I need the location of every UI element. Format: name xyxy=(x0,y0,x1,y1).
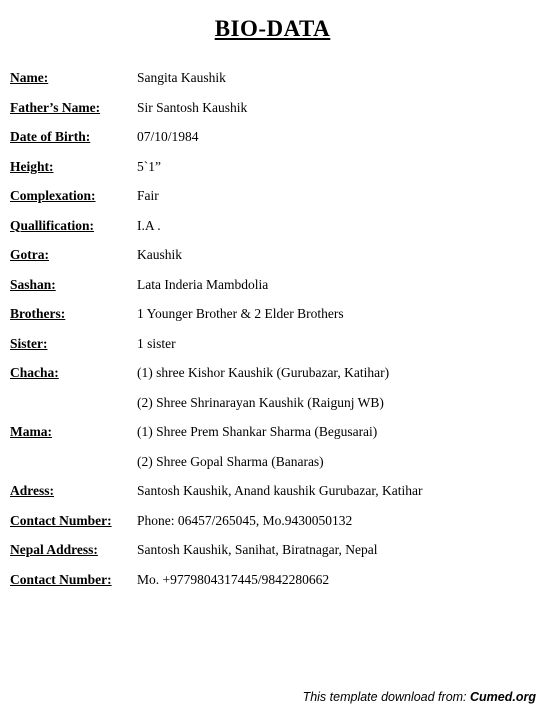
row-address xyxy=(10,483,540,513)
footer-prefix: This template download from: xyxy=(302,690,471,704)
value-date-of-birth: 07/10/1984 xyxy=(137,129,199,144)
row-height xyxy=(10,159,540,189)
label-mama: Mama: xyxy=(10,424,52,439)
row-gotra xyxy=(10,247,540,277)
row-nepal-contact-number xyxy=(10,572,540,602)
row-sashan xyxy=(10,277,540,307)
label-address: Adress: xyxy=(10,483,55,498)
row-fathers-name xyxy=(10,100,540,130)
row-mama-1 xyxy=(10,424,540,454)
label-contact-number: Contact Number: xyxy=(10,512,112,528)
value-mama-2: (2) Shree Gopal Sharma (Banaras) xyxy=(137,453,324,469)
value-mama-1: (1) Shree Prem Shankar Sharma (Begusarai) xyxy=(137,424,378,439)
row-chacha-2 xyxy=(10,395,540,425)
label-date-of-birth: Date of Birth: xyxy=(10,129,91,144)
label-nepal-address: Nepal Address: xyxy=(10,542,98,557)
value-chacha-2: (2) Shree Shrinarayan Kaushik (Raigunj WB) xyxy=(137,394,384,410)
label-sister: Sister: xyxy=(10,335,48,351)
label-qualification: Quallification: xyxy=(10,217,94,233)
label-brothers: Brothers: xyxy=(10,306,66,321)
row-name xyxy=(10,70,540,100)
value-sashan: Lata Inderia Mambdolia xyxy=(137,276,269,292)
row-complexation xyxy=(10,188,540,218)
label-fathers-name: Father’s Name: xyxy=(10,99,101,115)
label-height: Height: xyxy=(10,158,54,174)
value-gotra: Kaushik xyxy=(137,247,182,262)
label-gotra: Gotra: xyxy=(10,247,49,262)
page-title: BIO-DATA xyxy=(214,16,331,41)
biodata-rows xyxy=(10,70,540,601)
value-height: 5`1” xyxy=(137,158,161,174)
row-mama-2 xyxy=(10,454,540,484)
value-contact-number: Phone: 06457/265045, Mo.9430050132 xyxy=(137,512,353,528)
label-complexation: Complexation: xyxy=(10,188,96,203)
value-nepal-contact-number: Mo. +9779804317445/9842280662 xyxy=(137,571,330,587)
footer-credit xyxy=(0,690,536,704)
row-chacha-1 xyxy=(10,365,540,395)
value-sister: 1 sister xyxy=(137,335,176,351)
value-brothers: 1 Younger Brother & 2 Elder Brothers xyxy=(137,306,344,321)
footer-site-link[interactable]: Cumed.org xyxy=(470,690,536,704)
value-name: Sangita Kaushik xyxy=(137,70,226,85)
row-date-of-birth xyxy=(10,129,540,159)
row-qualification xyxy=(10,218,540,248)
label-name: Name: xyxy=(10,70,49,85)
value-nepal-address: Santosh Kaushik, Sanihat, Biratnagar, Nepal xyxy=(137,542,378,557)
label-nepal-contact-number: Contact Number: xyxy=(10,571,112,587)
row-contact-number xyxy=(10,513,540,543)
value-qualification: I.A . xyxy=(137,217,161,233)
row-brothers xyxy=(10,306,540,336)
label-chacha: Chacha: xyxy=(10,365,59,380)
value-complexation: Fair xyxy=(137,188,159,203)
label-sashan: Sashan: xyxy=(10,276,56,292)
value-address: Santosh Kaushik, Anand kaushik Gurubazar, Katihar xyxy=(137,483,423,498)
value-chacha-1: (1) shree Kishor Kaushik (Gurubazar, Katihar) xyxy=(137,365,390,380)
row-nepal-address xyxy=(10,542,540,572)
row-sister xyxy=(10,336,540,366)
value-fathers-name: Sir Santosh Kaushik xyxy=(137,99,248,115)
